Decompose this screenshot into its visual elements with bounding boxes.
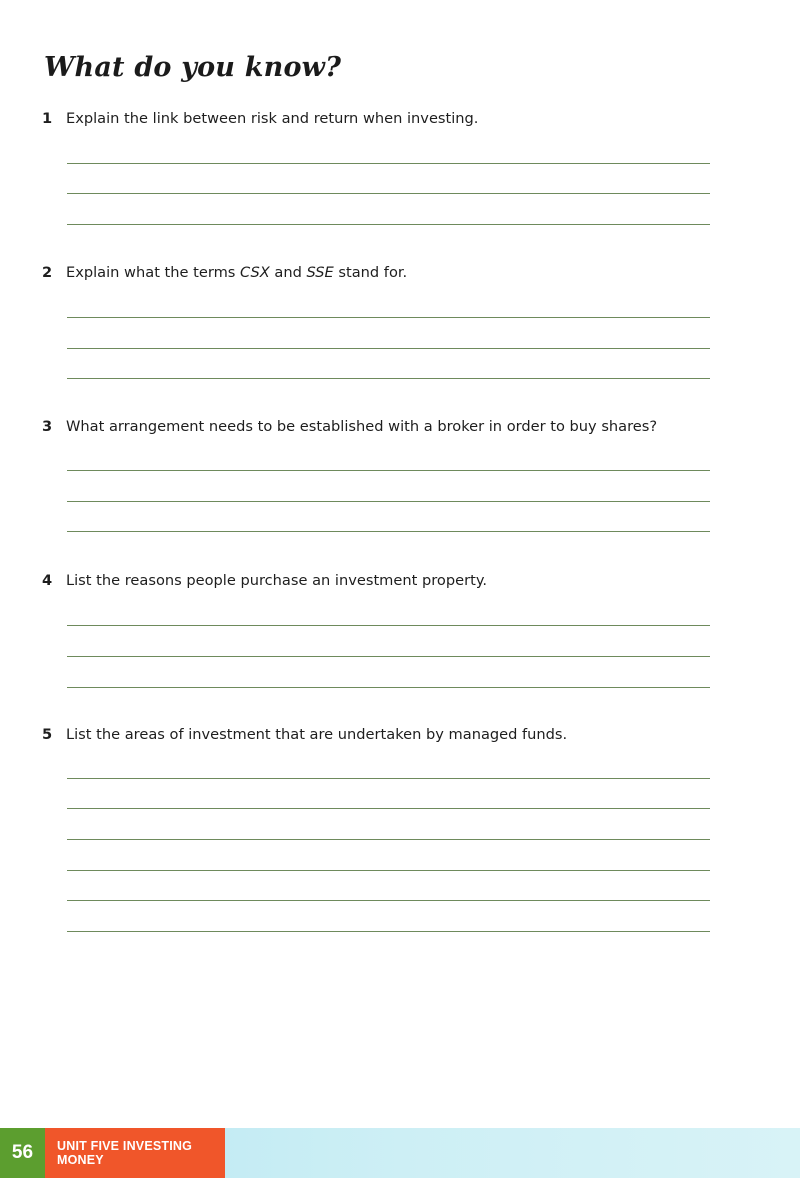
page-title: What do you know? xyxy=(44,52,342,83)
term-sse: SSE xyxy=(306,264,334,281)
answer-line[interactable] xyxy=(67,870,710,871)
answer-line[interactable] xyxy=(67,900,710,901)
question-text-part: and xyxy=(269,264,307,281)
page-number: 56 xyxy=(0,1128,45,1178)
answer-line[interactable] xyxy=(67,348,710,349)
question-text: What arrangement needs to be established with a broker in order to buy shares? xyxy=(66,418,658,435)
answer-line[interactable] xyxy=(67,224,710,225)
answer-line[interactable] xyxy=(67,687,710,688)
question-text: List the areas of investment that are undertaken by managed funds. xyxy=(66,726,568,743)
answer-line[interactable] xyxy=(67,808,710,809)
answer-line[interactable] xyxy=(67,470,710,471)
answer-line[interactable] xyxy=(67,778,710,779)
question-number: 1 xyxy=(42,110,53,127)
question-text xyxy=(66,264,407,281)
question-prompt xyxy=(42,110,478,127)
question-number: 5 xyxy=(42,726,53,743)
question-text: List the reasons people purchase an investment property. xyxy=(66,572,488,589)
answer-line[interactable] xyxy=(67,501,710,502)
unit-label: UNIT FIVE INVESTING MONEY xyxy=(45,1128,225,1178)
answer-line[interactable] xyxy=(67,839,710,840)
answer-line[interactable] xyxy=(67,531,710,532)
answer-line[interactable] xyxy=(67,656,710,657)
question-text-part: stand for. xyxy=(333,264,408,281)
answer-line[interactable] xyxy=(67,378,710,379)
question-prompt xyxy=(42,264,407,281)
question-text-part: Explain what the terms xyxy=(66,264,241,281)
question-prompt xyxy=(42,418,657,435)
answer-line[interactable] xyxy=(67,193,710,194)
question-number: 3 xyxy=(42,418,53,435)
answer-line[interactable] xyxy=(67,317,710,318)
question-number: 4 xyxy=(42,572,53,589)
answer-line[interactable] xyxy=(67,163,710,164)
answer-line[interactable] xyxy=(67,625,710,626)
question-prompt xyxy=(42,726,567,743)
term-csx: CSX xyxy=(240,264,270,281)
answer-line[interactable] xyxy=(67,931,710,932)
question-number: 2 xyxy=(42,264,53,281)
question-prompt xyxy=(42,572,487,589)
question-text: Explain the link between risk and return when investing. xyxy=(66,110,479,127)
